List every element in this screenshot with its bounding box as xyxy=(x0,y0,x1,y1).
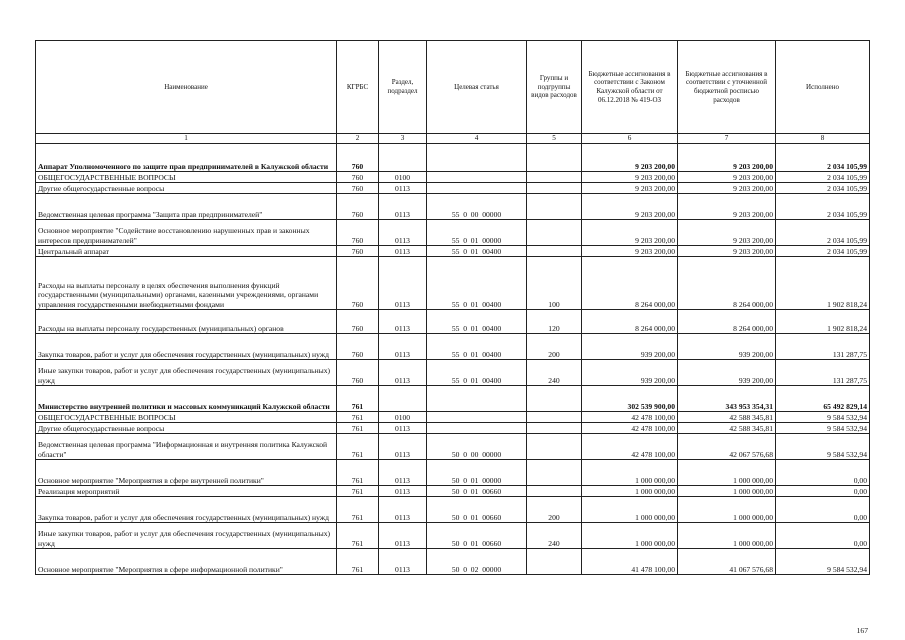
row-refined-allocation: 42 588 345,81 xyxy=(678,412,776,423)
table-row xyxy=(36,220,870,246)
row-refined-allocation: 8 264 000,00 xyxy=(678,257,776,310)
table-row xyxy=(36,310,870,334)
row-target xyxy=(427,144,527,172)
row-law-allocation: 9 203 200,00 xyxy=(582,220,678,246)
row-section: 0113 xyxy=(379,434,427,460)
row-target: 50 0 01 00660 xyxy=(427,497,527,523)
table-row xyxy=(36,412,870,423)
table-row xyxy=(36,434,870,460)
row-group: 200 xyxy=(527,497,582,523)
table-row xyxy=(36,460,870,486)
row-target: 50 0 02 00000 xyxy=(427,549,527,575)
row-executed: 2 034 105,99 xyxy=(776,144,870,172)
col-number: 7 xyxy=(678,134,776,144)
row-executed: 9 584 532,94 xyxy=(776,412,870,423)
header-section: Раздел, подраздел xyxy=(379,41,427,134)
row-name: Другие общегосударственные вопросы xyxy=(36,183,337,194)
row-kgrbs: 760 xyxy=(337,334,379,360)
row-executed: 2 034 105,99 xyxy=(776,172,870,183)
table-row xyxy=(36,497,870,523)
table-row xyxy=(36,194,870,220)
row-target: 55 0 00 00000 xyxy=(427,194,527,220)
row-refined-allocation: 9 203 200,00 xyxy=(678,246,776,257)
row-executed: 1 902 818,24 xyxy=(776,310,870,334)
row-law-allocation: 41 478 100,00 xyxy=(582,549,678,575)
row-law-allocation: 8 264 000,00 xyxy=(582,257,678,310)
row-executed: 65 492 829,14 xyxy=(776,386,870,412)
row-target xyxy=(427,183,527,194)
row-section: 0113 xyxy=(379,183,427,194)
row-kgrbs: 761 xyxy=(337,423,379,434)
row-name: Основное мероприятие "Мероприятия в сфере внутренней политики" xyxy=(36,460,337,486)
row-refined-allocation: 343 953 354,31 xyxy=(678,386,776,412)
table-row xyxy=(36,486,870,497)
header-kgrbs: КГРБС xyxy=(337,41,379,134)
header-refined-allocation: Бюджетные ассигнования в соответствии с уточненной бюджетной росписью расходов xyxy=(678,41,776,134)
table-row xyxy=(36,246,870,257)
row-executed: 9 584 532,94 xyxy=(776,434,870,460)
row-refined-allocation: 42 067 576,68 xyxy=(678,434,776,460)
row-executed: 131 287,75 xyxy=(776,360,870,386)
row-group: 100 xyxy=(527,257,582,310)
row-group xyxy=(527,183,582,194)
row-refined-allocation: 9 203 200,00 xyxy=(678,183,776,194)
col-number: 1 xyxy=(36,134,337,144)
row-group: 200 xyxy=(527,334,582,360)
row-law-allocation: 939 200,00 xyxy=(582,360,678,386)
row-executed: 131 287,75 xyxy=(776,334,870,360)
table-row xyxy=(36,144,870,172)
row-refined-allocation: 8 264 000,00 xyxy=(678,310,776,334)
row-law-allocation: 42 478 100,00 xyxy=(582,412,678,423)
row-target: 50 0 01 00660 xyxy=(427,523,527,549)
row-kgrbs: 760 xyxy=(337,310,379,334)
budget-table xyxy=(35,40,870,575)
row-group xyxy=(527,172,582,183)
row-kgrbs: 760 xyxy=(337,194,379,220)
row-section: 0100 xyxy=(379,412,427,423)
row-section: 0113 xyxy=(379,334,427,360)
row-name: Закупка товаров, работ и услуг для обеспечения государственных (муниципальных) нужд xyxy=(36,497,337,523)
row-target: 55 0 01 00400 xyxy=(427,334,527,360)
row-executed: 0,00 xyxy=(776,523,870,549)
col-number: 3 xyxy=(379,134,427,144)
table-row xyxy=(36,523,870,549)
row-name: Ведомственная целевая программа "Информационная и внутренняя политика Калужской области" xyxy=(36,434,337,460)
row-section: 0113 xyxy=(379,360,427,386)
row-law-allocation: 9 203 200,00 xyxy=(582,194,678,220)
row-law-allocation: 9 203 200,00 xyxy=(582,246,678,257)
row-name: Иные закупки товаров, работ и услуг для обеспечения государственных (муниципальных) нужд xyxy=(36,360,337,386)
row-executed: 9 584 532,94 xyxy=(776,549,870,575)
row-executed: 1 902 818,24 xyxy=(776,257,870,310)
row-law-allocation: 1 000 000,00 xyxy=(582,460,678,486)
row-refined-allocation: 939 200,00 xyxy=(678,360,776,386)
table-row xyxy=(36,549,870,575)
row-section: 0113 xyxy=(379,423,427,434)
table-row xyxy=(36,386,870,412)
row-law-allocation: 42 478 100,00 xyxy=(582,423,678,434)
row-name: Реализация мероприятий xyxy=(36,486,337,497)
row-group xyxy=(527,220,582,246)
row-group xyxy=(527,486,582,497)
row-group xyxy=(527,549,582,575)
row-refined-allocation: 1 000 000,00 xyxy=(678,486,776,497)
row-group xyxy=(527,194,582,220)
row-group xyxy=(527,423,582,434)
row-kgrbs: 761 xyxy=(337,386,379,412)
row-executed: 0,00 xyxy=(776,460,870,486)
row-target: 55 0 01 00400 xyxy=(427,246,527,257)
row-executed: 2 034 105,99 xyxy=(776,246,870,257)
row-kgrbs: 761 xyxy=(337,460,379,486)
row-law-allocation: 9 203 200,00 xyxy=(582,144,678,172)
col-number: 8 xyxy=(776,134,870,144)
row-target: 55 0 01 00400 xyxy=(427,257,527,310)
row-kgrbs: 760 xyxy=(337,360,379,386)
table-body xyxy=(36,144,870,575)
col-number: 6 xyxy=(582,134,678,144)
row-refined-allocation: 9 203 200,00 xyxy=(678,220,776,246)
table-row xyxy=(36,423,870,434)
row-target xyxy=(427,423,527,434)
row-target: 50 0 01 00660 xyxy=(427,486,527,497)
table-row xyxy=(36,183,870,194)
row-executed: 2 034 105,99 xyxy=(776,183,870,194)
row-section: 0113 xyxy=(379,257,427,310)
row-law-allocation: 1 000 000,00 xyxy=(582,486,678,497)
row-law-allocation: 9 203 200,00 xyxy=(582,172,678,183)
header-executed: Исполнено xyxy=(776,41,870,134)
row-section: 0100 xyxy=(379,172,427,183)
row-law-allocation: 939 200,00 xyxy=(582,334,678,360)
table-row xyxy=(36,172,870,183)
col-number: 4 xyxy=(427,134,527,144)
row-group xyxy=(527,434,582,460)
header-name: Наименование xyxy=(36,41,337,134)
row-section xyxy=(379,144,427,172)
row-group xyxy=(527,386,582,412)
row-law-allocation: 302 539 900,00 xyxy=(582,386,678,412)
row-group xyxy=(527,412,582,423)
row-law-allocation: 42 478 100,00 xyxy=(582,434,678,460)
row-kgrbs: 761 xyxy=(337,434,379,460)
row-refined-allocation: 41 067 576,68 xyxy=(678,549,776,575)
row-section: 0113 xyxy=(379,310,427,334)
row-kgrbs: 761 xyxy=(337,486,379,497)
row-kgrbs: 761 xyxy=(337,523,379,549)
col-number: 2 xyxy=(337,134,379,144)
row-group: 120 xyxy=(527,310,582,334)
row-section xyxy=(379,386,427,412)
row-law-allocation: 9 203 200,00 xyxy=(582,183,678,194)
row-name: Расходы на выплаты персоналу в целях обеспечения выполнения функций государственными (муниципальными) органами, казенными учреждениями, органами управления государственными внебюджетными фондами xyxy=(36,257,337,310)
row-kgrbs: 760 xyxy=(337,183,379,194)
row-refined-allocation: 42 588 345,81 xyxy=(678,423,776,434)
budget-table-container xyxy=(35,40,869,575)
row-section: 0113 xyxy=(379,194,427,220)
row-name: ОБЩЕГОСУДАРСТВЕННЫЕ ВОПРОСЫ xyxy=(36,412,337,423)
row-name: Центральный аппарат xyxy=(36,246,337,257)
row-executed: 9 584 532,94 xyxy=(776,423,870,434)
row-kgrbs: 761 xyxy=(337,549,379,575)
header-row xyxy=(36,41,870,134)
row-kgrbs: 760 xyxy=(337,257,379,310)
row-group: 240 xyxy=(527,523,582,549)
row-group xyxy=(527,460,582,486)
row-law-allocation: 8 264 000,00 xyxy=(582,310,678,334)
row-group: 240 xyxy=(527,360,582,386)
row-law-allocation: 1 000 000,00 xyxy=(582,523,678,549)
row-target: 55 0 01 00400 xyxy=(427,360,527,386)
row-kgrbs: 761 xyxy=(337,412,379,423)
table-row xyxy=(36,334,870,360)
row-target: 55 0 01 00400 xyxy=(427,310,527,334)
row-group xyxy=(527,144,582,172)
row-kgrbs: 760 xyxy=(337,246,379,257)
header-target: Целевая статья xyxy=(427,41,527,134)
row-executed: 2 034 105,99 xyxy=(776,220,870,246)
row-target xyxy=(427,172,527,183)
table-row xyxy=(36,360,870,386)
row-name: Министерство внутренней политики и массовых коммуникаций Калужской области xyxy=(36,386,337,412)
row-target xyxy=(427,412,527,423)
row-name: Иные закупки товаров, работ и услуг для обеспечения государственных (муниципальных) нужд xyxy=(36,523,337,549)
row-section: 0113 xyxy=(379,220,427,246)
row-kgrbs: 760 xyxy=(337,220,379,246)
row-name: ОБЩЕГОСУДАРСТВЕННЫЕ ВОПРОСЫ xyxy=(36,172,337,183)
row-executed: 0,00 xyxy=(776,486,870,497)
row-target: 55 0 01 00000 xyxy=(427,220,527,246)
row-kgrbs: 761 xyxy=(337,497,379,523)
row-name: Основное мероприятие "Мероприятия в сфере информационной политики" xyxy=(36,549,337,575)
row-refined-allocation: 9 203 200,00 xyxy=(678,172,776,183)
row-section: 0113 xyxy=(379,497,427,523)
row-refined-allocation: 9 203 200,00 xyxy=(678,144,776,172)
row-kgrbs: 760 xyxy=(337,144,379,172)
row-name: Закупка товаров, работ и услуг для обеспечения государственных (муниципальных) нужд xyxy=(36,334,337,360)
header-law-allocation: Бюджетные ассигнования в соответствии с Законом Калужской области от 06.12.2018 № 419-ОЗ xyxy=(582,41,678,134)
row-section: 0113 xyxy=(379,460,427,486)
row-name: Другие общегосударственные вопросы xyxy=(36,423,337,434)
row-name: Аппарат Уполномоченного по защите прав предпринимателей в Калужской области xyxy=(36,144,337,172)
column-number-row xyxy=(36,134,870,144)
row-section: 0113 xyxy=(379,246,427,257)
row-name: Основное мероприятие "Содействие восстановлению нарушенных прав и законных интересов предпринимателей" xyxy=(36,220,337,246)
row-name: Ведомственная целевая программа "Защита прав предпринимателей" xyxy=(36,194,337,220)
row-target: 50 0 00 00000 xyxy=(427,434,527,460)
row-section: 0113 xyxy=(379,486,427,497)
row-group xyxy=(527,246,582,257)
row-kgrbs: 760 xyxy=(337,172,379,183)
row-refined-allocation: 1 000 000,00 xyxy=(678,460,776,486)
header-group: Группы и подгруппы видов расходов xyxy=(527,41,582,134)
row-law-allocation: 1 000 000,00 xyxy=(582,497,678,523)
table-row xyxy=(36,257,870,310)
row-executed: 0,00 xyxy=(776,497,870,523)
row-executed: 2 034 105,99 xyxy=(776,194,870,220)
row-refined-allocation: 1 000 000,00 xyxy=(678,497,776,523)
row-refined-allocation: 939 200,00 xyxy=(678,334,776,360)
row-target: 50 0 01 00000 xyxy=(427,460,527,486)
row-target xyxy=(427,386,527,412)
row-section: 0113 xyxy=(379,523,427,549)
col-number: 5 xyxy=(527,134,582,144)
row-name: Расходы на выплаты персоналу государственных (муниципальных) органов xyxy=(36,310,337,334)
row-section: 0113 xyxy=(379,549,427,575)
row-refined-allocation: 1 000 000,00 xyxy=(678,523,776,549)
page-number: 167 xyxy=(856,626,868,635)
row-refined-allocation: 9 203 200,00 xyxy=(678,194,776,220)
